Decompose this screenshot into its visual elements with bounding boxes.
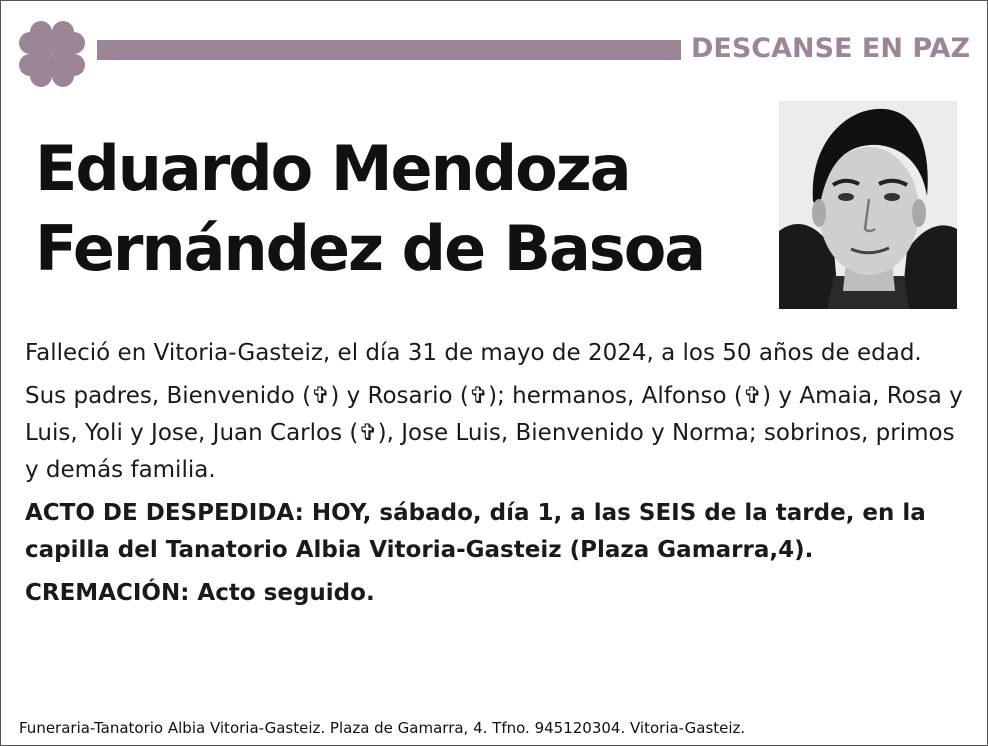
deceased-name — [35, 129, 704, 289]
death-announcement: Falleció en Vitoria-Gasteiz, el día 31 de mayo de 2024, a los 50 años de edad. — [25, 340, 922, 366]
deceased-name-line2: Fernández de Basoa — [35, 212, 705, 285]
cremation-notice: CREMACIÓN: Acto seguido. — [25, 580, 375, 606]
header-divider-bar — [97, 40, 681, 60]
lauburu-icon — [9, 11, 95, 97]
funeral-home-info: Funeraria-Tanatorio Albia Vitoria-Gasteiz. Plaza de Gamarra, 4. Tfno. 945120304. Vitoria-Gasteiz. — [19, 719, 746, 737]
portrait-photo — [779, 101, 957, 309]
deceased-name-line1: Eduardo Mendoza — [35, 132, 630, 205]
farewell-ceremony: ACTO DE DESPEDIDA: HOY, sábado, día 1, a las SEIS de la tarde, en la capilla del Tanatorio Albia Vitoria-Gasteiz (Plaza Gamarra,4). — [25, 500, 926, 563]
rest-in-peace-label: DESCANSE EN PAZ — [691, 33, 971, 64]
family-list: Sus padres, Bienvenido (✞) y Rosario (✞); hermanos, Alfonso (✞) y Amaia, Rosa y Luis, Yoli y Jose, Juan Carlos (✞), Jose Luis, Bienvenido y Norma; sobrinos, primos y demás familia. — [25, 383, 963, 483]
obituary-text — [25, 335, 965, 618]
